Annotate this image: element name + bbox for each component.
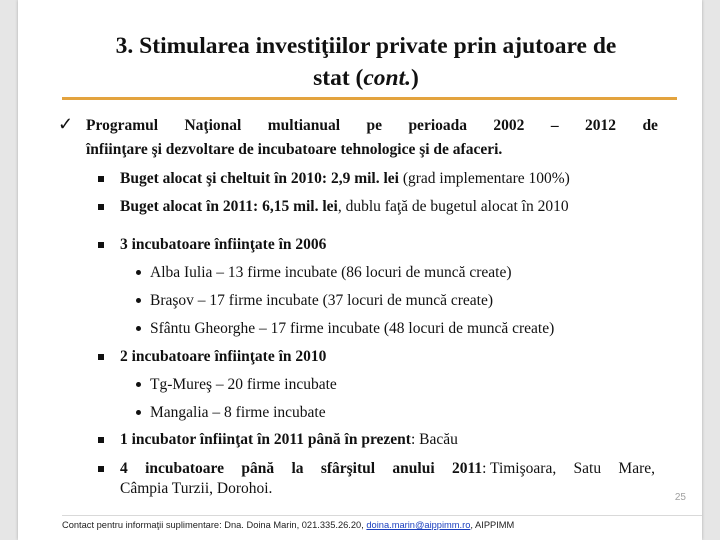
round-bullet-icon bbox=[136, 326, 141, 331]
list-item bbox=[120, 346, 326, 368]
item-word: Mare, bbox=[618, 460, 655, 477]
square-bullet-icon bbox=[98, 176, 104, 182]
list-item-continuation: Câmpia Turzii, Dorohoi. bbox=[120, 480, 273, 497]
item-rest: : Bacău bbox=[410, 431, 458, 448]
title-line-2 bbox=[46, 62, 686, 94]
main-word: multianual bbox=[267, 117, 341, 134]
round-bullet-icon bbox=[136, 382, 141, 387]
item-bold: 2 incubatoare înfiinţate în 2010 bbox=[120, 348, 327, 365]
sub-list-item: Tg-Mureş – 20 firme incubate bbox=[150, 376, 337, 393]
main-word: – bbox=[550, 117, 559, 134]
round-bullet-icon bbox=[136, 270, 141, 275]
main-word: Naţional bbox=[184, 117, 242, 134]
list-item bbox=[120, 458, 655, 480]
main-point-line-2: înfiinţare şi dezvoltare de incubatoare tehnologice şi de afaceri. bbox=[86, 141, 503, 158]
round-bullet-icon bbox=[136, 410, 141, 415]
main-word: 2012 bbox=[585, 117, 617, 134]
list-item bbox=[120, 429, 458, 451]
footer-email-link[interactable]: doina.marin@aippimm.ro bbox=[366, 520, 471, 530]
main-word: de bbox=[642, 117, 658, 134]
title-underline bbox=[62, 97, 677, 100]
sub-list-item: Braşov – 17 firme incubate (37 locuri de muncă create) bbox=[150, 292, 494, 309]
item-word-rest: : Timişoara, bbox=[482, 460, 557, 477]
title-line-2-c: ) bbox=[411, 65, 419, 91]
item-bold: 3 incubatoare înfiinţate în 2006 bbox=[120, 236, 327, 253]
square-bullet-icon bbox=[98, 242, 104, 248]
item-word: anului bbox=[392, 460, 435, 477]
square-bullet-icon bbox=[98, 466, 104, 472]
footer-suffix: , AIPPIMM bbox=[470, 520, 515, 530]
sub-list-item: Alba Iulia – 13 firme incubate (86 locuri de muncă create) bbox=[150, 264, 512, 281]
footer-text: Contact pentru informaţii suplimentare: Dna. Doina Marin, 021.335.26.20, bbox=[62, 520, 367, 530]
item-word: 4 bbox=[120, 460, 128, 477]
footer-divider bbox=[62, 515, 702, 516]
item-bold: Buget alocat în 2011: 6,15 mil. lei bbox=[120, 198, 338, 215]
square-bullet-icon bbox=[98, 204, 104, 210]
main-point-line-1 bbox=[86, 115, 658, 137]
title-line-2-a: stat ( bbox=[313, 65, 364, 91]
item-word bbox=[452, 458, 556, 480]
item-rest: , dublu faţă de bugetul alocat în 2010 bbox=[337, 198, 569, 215]
item-bold: Buget alocat şi cheltuit în 2010: 2,9 mil. lei bbox=[120, 170, 399, 187]
item-bold: 1 incubator înfiinţat în 2011 până în prezent bbox=[120, 431, 411, 448]
title-line-2-italic: cont. bbox=[363, 65, 412, 91]
main-word: pe bbox=[366, 117, 383, 134]
item-word: până bbox=[241, 460, 275, 477]
footer bbox=[62, 520, 514, 530]
square-bullet-icon bbox=[98, 437, 104, 443]
item-word: Satu bbox=[573, 460, 602, 477]
sub-list-item: Mangalia – 8 firme incubate bbox=[150, 404, 326, 421]
square-bullet-icon bbox=[98, 354, 104, 360]
list-item bbox=[120, 168, 570, 190]
slide-title bbox=[46, 30, 686, 94]
page-number: 25 bbox=[674, 492, 686, 503]
item-word: incubatoare bbox=[145, 460, 225, 477]
main-word: 2002 bbox=[493, 117, 525, 134]
item-rest: (grad implementare 100%) bbox=[398, 170, 570, 187]
checkmark-icon: ✓ bbox=[58, 114, 74, 134]
list-item bbox=[120, 196, 569, 218]
round-bullet-icon bbox=[136, 298, 141, 303]
list-item bbox=[120, 234, 326, 256]
item-word: sfârşitul bbox=[320, 460, 376, 477]
main-word: Programul bbox=[86, 117, 159, 134]
item-word: la bbox=[291, 460, 304, 477]
main-word: perioada bbox=[408, 117, 467, 134]
item-word-bold: 2011 bbox=[451, 460, 483, 477]
sub-list-item: Sfântu Gheorghe – 17 firme incubate (48 locuri de muncă create) bbox=[150, 320, 555, 337]
title-line-1: 3. Stimularea investiţiilor private prin ajutoare de bbox=[115, 33, 617, 59]
slide bbox=[18, 0, 702, 540]
